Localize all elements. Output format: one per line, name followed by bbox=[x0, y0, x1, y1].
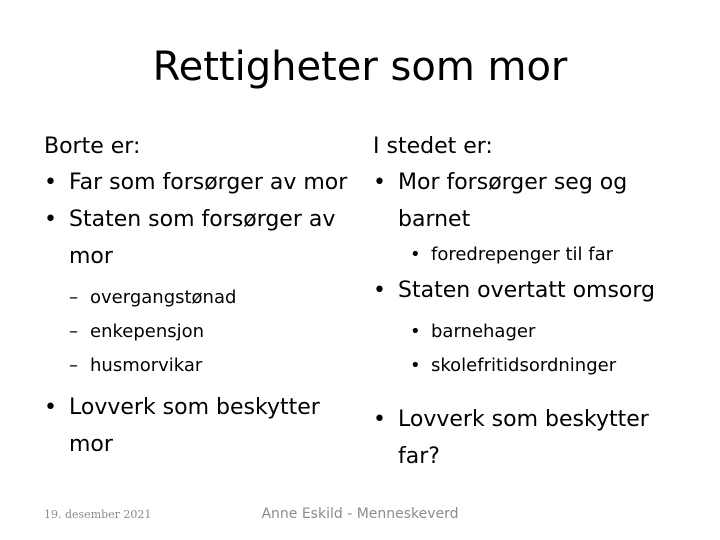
left-sub-item-1: – overgangstønad bbox=[44, 281, 354, 315]
left-bullet-3: • Lovverk som beskytter mor bbox=[44, 389, 354, 463]
left-sub-item-2: – enkepensjon bbox=[44, 315, 354, 349]
left-column bbox=[44, 130, 354, 463]
right-column bbox=[373, 130, 683, 475]
right-bullet-1: • Mor forsørger seg og barnet bbox=[373, 164, 683, 238]
right-sub-item-3: • skolefritidsordninger bbox=[373, 349, 683, 383]
right-sub-item-2: • barnehager bbox=[373, 315, 683, 349]
left-bullet-2: • Staten som forsørger av mor bbox=[44, 201, 354, 275]
left-heading: Borte er: bbox=[44, 134, 141, 159]
left-bullet-1: • Far som forsørger av mor bbox=[44, 164, 354, 201]
right-bullet-3: • Lovverk som beskytter far? bbox=[373, 401, 683, 475]
slide-title: Rettigheter som mor bbox=[152, 44, 568, 90]
footer-date: 19. desember 2021 bbox=[44, 508, 152, 521]
right-bullet-2: • Staten overtatt omsorg bbox=[373, 272, 683, 309]
right-heading: I stedet er: bbox=[373, 134, 493, 159]
left-sub-item-3: – husmorvikar bbox=[44, 349, 354, 383]
right-sub-item-1: • foredrepenger til far bbox=[373, 238, 683, 272]
footer-author: Anne Eskild - Menneskeverd bbox=[261, 506, 459, 522]
